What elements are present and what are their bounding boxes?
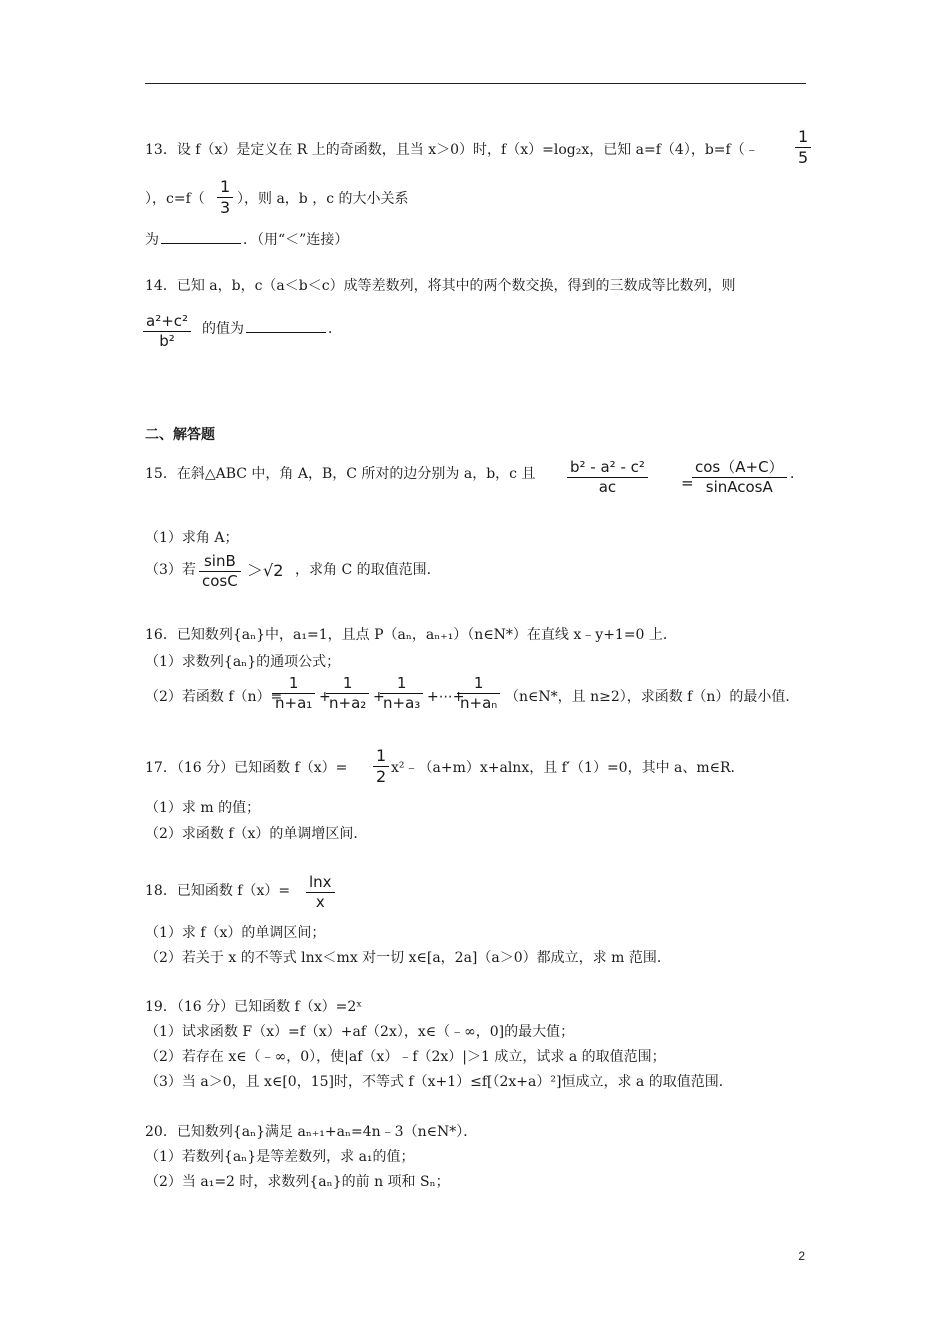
q18-fraction: lnx x (306, 874, 335, 910)
q17-fraction: 1 2 (373, 747, 389, 785)
answer-blank[interactable] (161, 229, 241, 244)
q15-line1: 15．在斜△ABC 中，角 A，B，C 所对的边分别为 a，b，c 且 (145, 466, 536, 482)
q19-part3: （3）当 a＞0，且 x∈[0，15]时，不等式 f（x+1）≤f[（2x+a）²]恒成立，求 a 的取值范围． (145, 1074, 733, 1090)
q13-line3: 为 ．（用“＜”连接） (145, 229, 348, 249)
q15-part1: （1）求角 A； (145, 530, 239, 546)
q16-line1: 16．已知数列{aₙ}中，a₁=1，且点 P（aₙ，aₙ₊₁）（n∈N*）在直线 x﹣y+1=0 上． (145, 627, 677, 643)
page-number: 2 (798, 1249, 805, 1263)
q20-part2: （2）当 a₁=2 时，求数列{aₙ}的前 n 项和 Sₙ； (145, 1174, 450, 1190)
q16-fraction-n: 1 n+aₙ (457, 675, 500, 711)
q18-part2: （2）若关于 x 的不等式 lnx＜mx 对一切 x∈[a，2a]（a＞0）都成立，求 m 范围． (145, 950, 671, 966)
q19-line1: 19．（16 分）已知函数 f（x）=2ˣ (145, 999, 363, 1015)
q16-part2-post: （n∈N*，且 n≥2），求函数 f（n）的最小值． (505, 689, 800, 705)
q18-line1-pre: 18．已知函数 f（x）= (145, 883, 291, 899)
q18-part1: （1）求 f（x）的单调区间； (145, 925, 326, 941)
q15-fraction1: b² - a² - c² ac (567, 459, 648, 495)
q20-part1: （1）若数列{aₙ}是等差数列，求 a₁的值； (145, 1149, 415, 1165)
section-title: 二、解答题 (145, 427, 215, 443)
q15-equals: = (681, 474, 694, 492)
q16-part1: （1）求数列{aₙ}的通项公式； (145, 654, 341, 670)
q13-line1: 13．设 f（x）是定义在 R 上的奇函数，且当 x＞0）时，f（x）=log₂x，已知 a=f（4），b=f（﹣ (145, 142, 759, 158)
q15-part3-inequality: ＞√2 (247, 561, 284, 580)
q14-line1: 14．已知 a，b，c（a＜b＜c）成等差数列，将其中的两个数交换，得到的三数成等比数列，则 (145, 278, 736, 294)
q13-fraction-c: 1 3 (217, 178, 233, 216)
q15-part3-pre: （3）若 (145, 562, 196, 578)
q16-plus-1: + (319, 689, 331, 705)
q14-line2: 的值为 ． (202, 318, 342, 338)
q15-end: ． (790, 466, 804, 482)
q13-line2-pre: ），c=f（ (145, 191, 205, 207)
q16-fraction-1: 1 n+a₁ (272, 675, 315, 711)
header-rule (145, 83, 806, 84)
q13-line2-post: ），则 a，b ，c 的大小关系 (237, 191, 409, 207)
q17-part1: （1）求 m 的值； (145, 800, 261, 816)
q14-fraction: a²+c² b² (143, 313, 191, 349)
q19-part1: （1）试求函数 F（x）=f（x）+af（2x），x∈（﹣∞，0]的最大值； (145, 1024, 575, 1040)
q20-line1: 20．已知数列{aₙ}满足 aₙ₊₁+aₙ=4n﹣3（n∈N*）． (145, 1124, 478, 1140)
q17-part2: （2）求函数 f（x）的单调增区间． (145, 826, 368, 842)
q16-fraction-2: 1 n+a₂ (326, 675, 369, 711)
q17-line1-post: x²﹣（a+m）x+alnx，且 f′（1）=0，其中 a、m∈R． (391, 760, 745, 776)
q16-plus-2: + (373, 689, 385, 705)
q15-part3-post: ，求角 C 的取值范围． (295, 562, 441, 578)
q16-ellipsis: +⋯+ (427, 689, 465, 705)
q19-part2: （2）若存在 x∈（﹣∞，0），使|af（x）﹣f（2x）|＞1 成立，试求 a 的取值范围； (145, 1049, 666, 1065)
q16-fraction-3: 1 n+a₃ (380, 675, 423, 711)
q13-fraction-b: 1 5 (795, 128, 811, 166)
q15-part3-fraction: sinB cosC (199, 553, 241, 589)
answer-blank[interactable] (246, 318, 326, 333)
q15-fraction2: cos（A+C） sinAcosA (692, 459, 787, 495)
q17-line1-pre: 17．（16 分）已知函数 f（x）= (145, 760, 348, 776)
q16-part2-pre: （2）若函数 f（n）= (145, 689, 283, 705)
